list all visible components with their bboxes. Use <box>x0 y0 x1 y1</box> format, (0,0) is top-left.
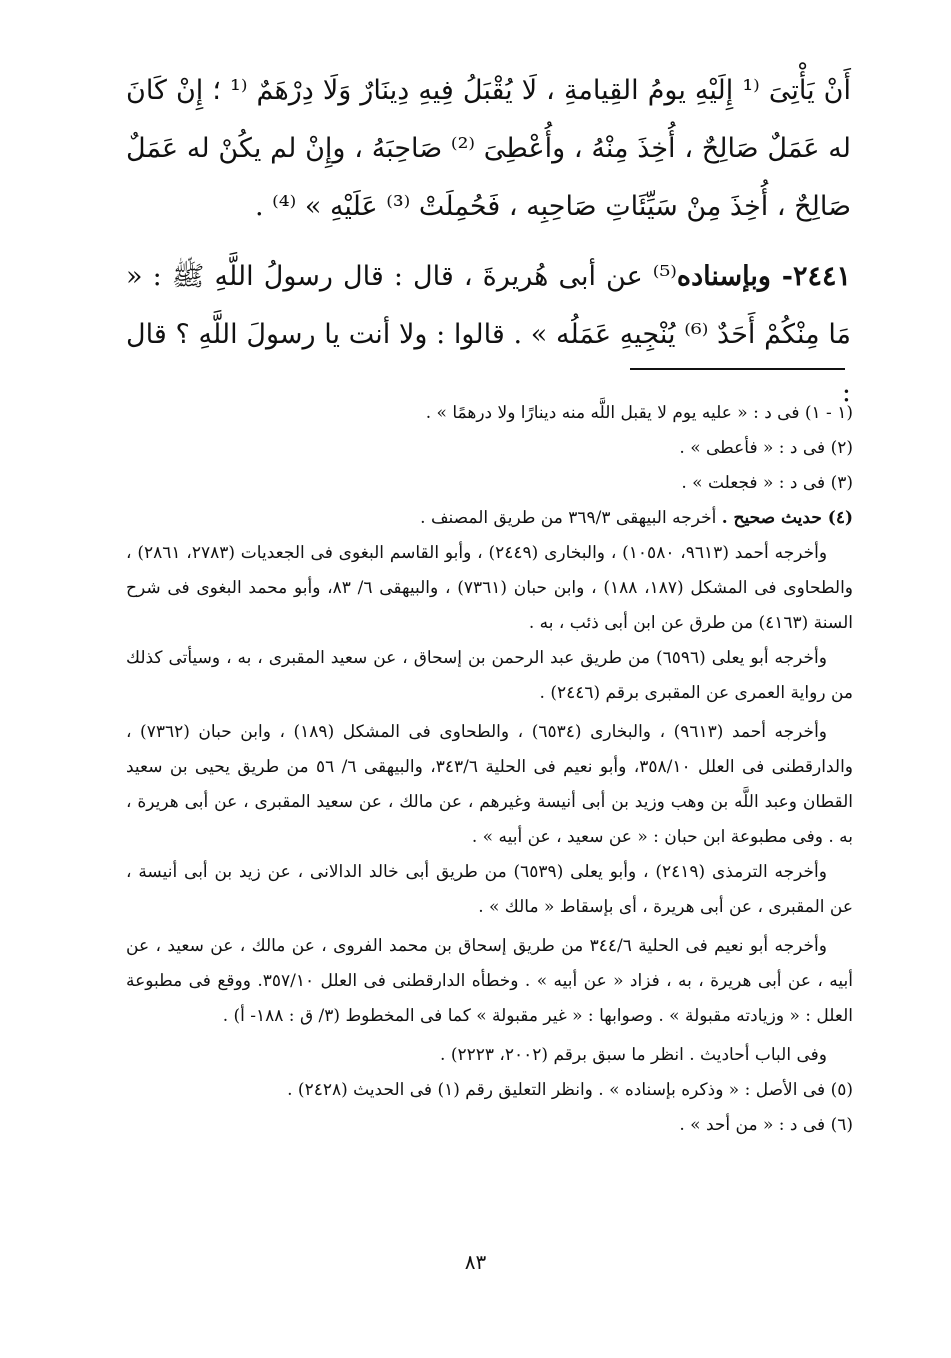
footnote-3: (٣) فى د : « فجعلت » . <box>681 473 853 493</box>
footnote-divider <box>630 368 845 370</box>
takhrij-paragraph-5: وأخرجه أبو نعيم فى الحلية ٣٤٤/٦ من طريق إسحاق بن محمد الفروى ، عن مالك ، عن سعيد ، عن أبيه ، عن أبى هريرة ، به ، فزاد « عن أبيه » . وخطأه الدارقطنى فى العلل ٣٥٧/١٠. ووقع فى مطبوعة العلل : « وزيادته مقبولة » . وصوابها : « غير مقبولة » كما فى المخطوط (٣/ ق : ١٨٨- أ) . <box>126 936 854 1026</box>
takhrij-paragraph-2: وأخرجه أبو يعلى (٦٥٩٦) من طريق عبد الرحمن بن إسحاق ، عن سعيد المقبرى ، به ، وسيأتى كذلك من رواية العمرى عن المقبرى برقم (٢٤٤٦) . <box>126 648 853 703</box>
footnote-4-text: أخرجه البيهقى ٣٦٩/٣ من طريق المصنف . <box>420 508 717 528</box>
hadith-separator <box>126 236 851 248</box>
takhrij-paragraph-4: وأخرجه الترمذى (٢٤١٩) ، وأبو يعلى (٦٥٣٩) من طريق أبى خالد الدالانى ، عن زيد بن أبى أنيسة ، عن المقبرى ، عن أبى هريرة ، أى بإسقاط « مالك » . <box>126 862 853 917</box>
footnote-2: (٢) فى د : « فأعطى » . <box>679 438 853 458</box>
hadith-number: ٢٤٤١- وبإسناده <box>676 261 851 292</box>
footnote-1: (١ - ١) فى د : « عليه يوم لا يقبل اللَّه منه دينارًا ولا درهمًا » . <box>425 403 853 423</box>
takhrij-paragraph-6: وفى الباب أحاديث . انظر ما سبق برقم (٢٠٠٢، ٢٢٢٣) . <box>440 1045 827 1065</box>
footnotes <box>126 396 853 1143</box>
footnote-6: (٦) فى د : « من أحد » . <box>679 1115 853 1135</box>
takhrij-paragraph-1: وأخرجه أحمد (٩٦١٣، ١٠٥٨٠) ، والبخارى (٢٤٤٩) ، وأبو القاسم البغوى فى الجعديات (٢٧٨٣، ٢٨٦١) ، والطحاوى فى المشكل (١٨٧، ١٨٨) ، وابن حبان (٧٣٦١) ، والبيهقى ٦/ ٨٣، وأبو محمد البغوى فى شرح السنة (٤١٦٣) من طرق عن ابن أبى ذئب ، به . <box>126 543 854 633</box>
footnote-4 <box>126 501 853 536</box>
page-number: ٨٣ <box>464 1250 487 1274</box>
footnote-4-label: (٤) حديث صحيح . <box>721 508 853 528</box>
footnote-5: (٥) فى الأصل : « وذكره بإسناده » . وانظر التعليق رقم (١) فى الحديث (٢٤٢٨) . <box>287 1080 853 1100</box>
takhrij-paragraph-3: وأخرجه أحمد (٩٦١٣) ، والبخارى (٦٥٣٤) ، والطحاوى فى المشكل (١٨٩) ، وابن حبان (٧٣٦٢) ، والدارقطنى فى العلل ٣٥٨/١٠، وأبو نعيم فى الحلية ٣٤٣/٦، والبيهقى ٦/ ٥٦ من طريق يحيى بن سعيد القطان وعبد اللَّه بن وهب وزيد بن أبى أنيسة وغيرهم ، عن مالك ، عن سعيد المقبرى ، عن أبى هريرة ، به . وفى مطبوعة ابن حبان : « عن سعيد ، عن أبيه » . <box>126 722 854 847</box>
hadith-text: ⁽⁵⁾ عن أبى هُريرةَ ، قال : قال رسولُ اللَّهِ ﷺ : « مَا مِنْكُمْ أَحَدٌ ⁽⁶⁾ يُنْجِيهِ عَمَلُه » . قالوا : ولا أنت يا رسولَ اللَّهِ ؟ قال : <box>126 261 852 408</box>
hadith-continuation: أَنْ يَأْتِىَ ⁽¹ إِلَيْهِ يومُ القِيامةِ ، لَا يُقْبَلُ فِيهِ دِينَارٌ وَلَا دِرْهَمٌ ⁽¹ ؛ إِنْ كَانَ له عَمَلٌ صَالِحٌ ، أُخِذَ مِنْهُ ، وأُعْطِىَ ⁽²⁾ صَاحِبَهُ ، وإِنْ لم يكُنْ له عَمَلٌ صَالِحٌ ، أُخِذَ مِنْ سَيِّئَاتِ صَاحِبِه ، فَحُمِلَتْ ⁽³⁾ عَلَيْهِ » ⁽⁴⁾ . <box>126 75 851 222</box>
